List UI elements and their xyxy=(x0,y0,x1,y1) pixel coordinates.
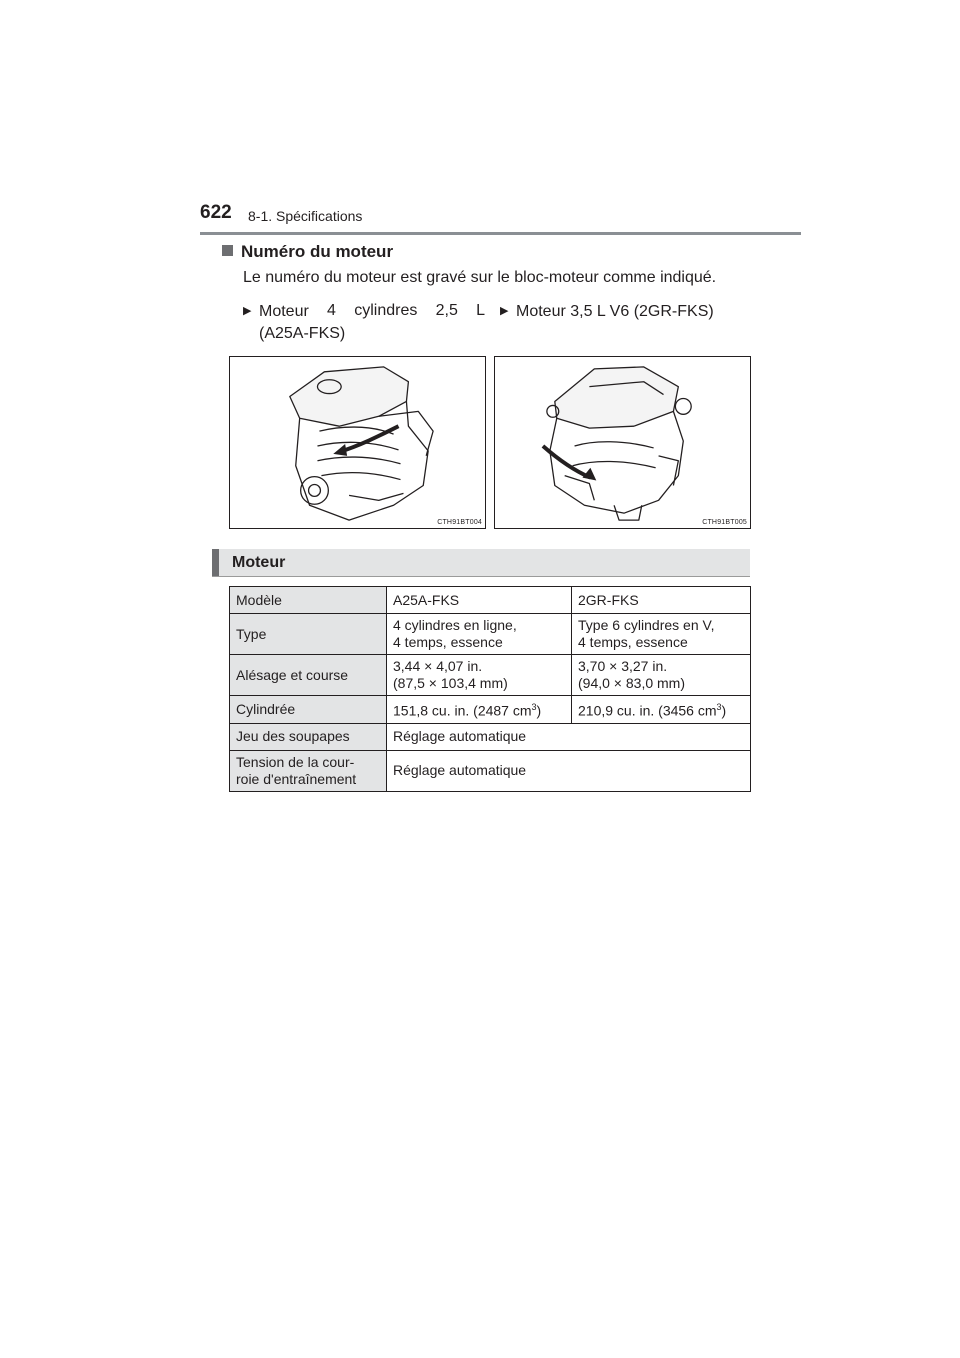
row-label: Cylindrée xyxy=(230,696,387,724)
cell-text: 151,8 cu. in. (2487 cm xyxy=(393,702,532,719)
table-row xyxy=(230,696,751,724)
cell-line: (87,5 × 103,4 mm) xyxy=(393,675,508,691)
page-number: 622 xyxy=(200,202,232,223)
engine-4cyl-icon xyxy=(230,357,485,528)
caption-left-word: cylindres xyxy=(354,302,418,319)
row-label: Modèle xyxy=(230,587,387,614)
caption-left-line2: (A25A-FKS) xyxy=(259,325,346,342)
engine-v6-icon xyxy=(495,357,750,528)
caption-left-word: L xyxy=(476,302,485,319)
cell-merged: Réglage automatique xyxy=(387,750,751,791)
row-label: Type xyxy=(230,614,387,655)
cell-line: 4 cylindres en ligne, xyxy=(393,617,517,633)
cell-text: 210,9 cu. in. (3456 cm xyxy=(578,702,717,719)
section-title: Moteur xyxy=(232,554,286,571)
caption-left-word: 2,5 xyxy=(435,302,458,319)
caption-left xyxy=(243,300,485,345)
section-band-underline xyxy=(212,576,750,577)
row-label: Alésage et course xyxy=(230,655,387,696)
row-label xyxy=(230,750,387,791)
cell-2gr xyxy=(572,696,751,724)
engine-spec-table xyxy=(229,586,751,792)
cell-2gr xyxy=(572,655,751,696)
table-row xyxy=(230,614,751,655)
cell-line: 3,44 × 4,07 in. xyxy=(393,658,483,674)
caption-right-text: Moteur 3,5 L V6 (2GR-FKS) xyxy=(516,303,714,320)
cell-2gr xyxy=(572,614,751,655)
cell-merged: Réglage automatique xyxy=(387,723,751,750)
square-bullet-icon xyxy=(222,245,233,256)
engine-number-heading-text: Numéro du moteur xyxy=(241,242,394,261)
superscript: 3 xyxy=(716,702,722,712)
superscript: 3 xyxy=(531,702,537,712)
caption-left-word: Moteur xyxy=(259,303,309,320)
engine-illustration-4cyl xyxy=(229,356,486,529)
figure-code-right: CTH91BT005 xyxy=(702,519,747,526)
cell-text: ) xyxy=(721,702,727,719)
cell-2gr: 2GR-FKS xyxy=(572,587,751,614)
row-label: Jeu des soupapes xyxy=(230,723,387,750)
cell-a25a xyxy=(387,655,572,696)
cell-line: 3,70 × 3,27 in. xyxy=(578,658,668,674)
cell-line: Type 6 cylindres en V, xyxy=(578,617,715,633)
engine-number-description: Le numéro du moteur est gravé sur le bloc-moteur comme indiqué. xyxy=(243,269,717,286)
section-reference: 8-1. Spécifications xyxy=(248,208,363,224)
cell-a25a: A25A-FKS xyxy=(387,587,572,614)
caption-left-word: 4 xyxy=(327,302,336,319)
engine-illustration-v6 xyxy=(494,356,751,529)
triangle-right-icon: ▶ xyxy=(500,305,509,317)
table-row xyxy=(230,587,751,614)
table-row xyxy=(230,750,751,791)
caption-right xyxy=(500,300,750,323)
triangle-right-icon: ▶ xyxy=(243,305,252,317)
header-rule xyxy=(200,232,801,235)
cell-text: ) xyxy=(536,702,542,719)
figure-code-left: CTH91BT004 xyxy=(437,519,482,526)
label-line: roie d'entraînement xyxy=(236,770,357,787)
section-band-moteur xyxy=(212,549,750,576)
table-row xyxy=(230,655,751,696)
table-row xyxy=(230,723,751,750)
cell-line: 4 temps, essence xyxy=(578,634,688,650)
cell-a25a xyxy=(387,614,572,655)
engine-number-heading xyxy=(222,242,393,262)
cell-a25a xyxy=(387,696,572,724)
label-line: Tension de la cour- xyxy=(236,753,355,770)
cell-line: 4 temps, essence xyxy=(393,634,503,650)
cell-line: (94,0 × 83,0 mm) xyxy=(578,675,685,691)
